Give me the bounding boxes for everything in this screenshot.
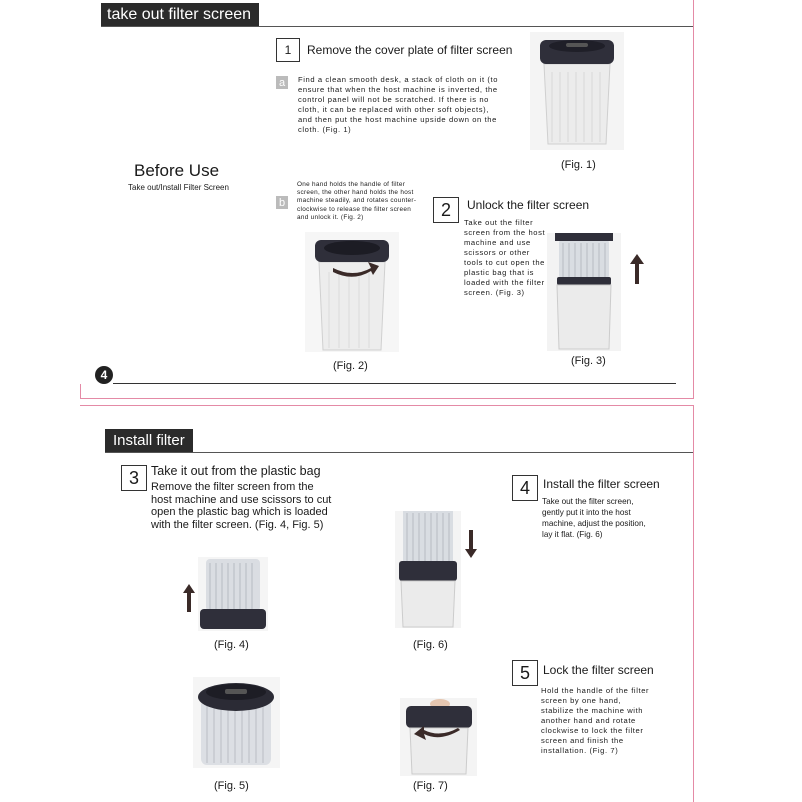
- step-2-title: Unlock the filter screen: [467, 198, 590, 212]
- step-3-number: [121, 465, 147, 491]
- air-purifier-photo: [530, 32, 624, 150]
- step-3-number-text: 3: [128, 467, 139, 488]
- step-3-title: Take it out from the plastic bag: [151, 464, 321, 478]
- fig-1-caption: (Fig. 1): [561, 159, 596, 171]
- fig-4-caption: (Fig. 4): [214, 639, 249, 651]
- filter-cartridge-photo: [193, 677, 280, 768]
- down-arrow-icon: [465, 530, 477, 558]
- fig-4-image: [198, 557, 268, 631]
- air-purifier-photo: [400, 698, 477, 776]
- air-purifier-photo: [395, 511, 461, 628]
- fig-5-caption: (Fig. 5): [214, 780, 249, 792]
- step-1-number-text: 1: [284, 43, 292, 57]
- top-page-left-border: [80, 384, 81, 398]
- step-2-text: Take out the filter screen from the host machine and use scissors or other tools to cut open the plastic bag that is loaded with the filter screen. (Fig. 3): [464, 218, 546, 297]
- header-underline: [101, 26, 693, 27]
- page-footer-line: [113, 383, 676, 384]
- page-number-badge: [95, 366, 113, 384]
- section-header-install: Install filter: [105, 429, 193, 452]
- step-5-number: [512, 660, 538, 686]
- filter-cartridge-photo: [547, 233, 621, 351]
- substep-a-badge: [276, 76, 288, 89]
- step-4-number-text: 4: [519, 477, 530, 498]
- page-divider: [80, 398, 694, 399]
- before-use-title: Before Use: [134, 161, 220, 180]
- step-1-number: [276, 38, 300, 62]
- step-2-number-text: 2: [440, 199, 451, 220]
- step-4-text: Take out the filter screen, gently put it into the host machine, adjust the position, lay it flat. (Fig. 6): [542, 497, 646, 539]
- step-1-title: Remove the cover plate of filter screen: [307, 43, 513, 57]
- step-5-title: Lock the filter screen: [543, 663, 654, 677]
- install-header-underline: [105, 452, 693, 453]
- substep-b-badge: [276, 196, 288, 209]
- fig-6-caption: (Fig. 6): [413, 639, 448, 651]
- step-5-number-text: 5: [519, 662, 530, 683]
- bottom-page-top-border: [80, 405, 694, 406]
- up-arrow-icon: [630, 254, 644, 284]
- fig-5-image: [193, 677, 280, 768]
- page-number-text: 4: [100, 368, 108, 382]
- substep-b-label: b: [278, 196, 286, 209]
- fig-3-caption: (Fig. 3): [571, 355, 606, 367]
- step-3-text: Remove the filter screen from the host machine and use scissors to cut open the plastic bag which is loaded with the filter screen. (Fig. 4, Fig. 5): [151, 481, 332, 531]
- air-purifier-photo: [305, 232, 399, 352]
- step-4-title: Install the filter screen: [543, 477, 660, 491]
- top-page-right-border: [693, 0, 694, 398]
- step-4-number: [512, 475, 538, 501]
- fig-7-image: [400, 698, 477, 776]
- section-header-take-out: take out filter screen: [101, 3, 259, 27]
- fig-2-caption: (Fig. 2): [333, 360, 368, 372]
- fig-3-image: [547, 233, 621, 351]
- fig-6-image: [395, 511, 461, 628]
- fig-1-image: [530, 32, 624, 150]
- substep-b-text: One hand holds the handle of filter screen, the other hand holds the host machine steadily, and rotates counter-clockwise to release the filter screen and unlock it. (Fig. 2): [297, 181, 417, 221]
- up-arrow-icon: [183, 584, 195, 612]
- substep-a-text: Find a clean smooth desk, a stack of cloth on it (to ensure that when the host machine is inverted, the control panel will not be scratched. If there is no cloth, it can be replaced with other soft objects), and then put the host machine upside down on the cloth. (Fig. 1): [298, 75, 499, 134]
- filter-cartridge-photo: [198, 557, 268, 631]
- fig-7-caption: (Fig. 7): [413, 780, 448, 792]
- fig-2-image: [305, 232, 399, 352]
- step-5-text: Hold the handle of the filter screen by one hand, stabilize the machine with another hand and rotate clockwise to lock the filter screen and finish the installation. (Fig. 7): [541, 686, 650, 755]
- step-2-number: [433, 197, 459, 223]
- bottom-page-right-border: [693, 405, 694, 802]
- before-use-subtitle: Take out/Install Filter Screen: [128, 183, 229, 192]
- substep-a-label: a: [278, 76, 286, 89]
